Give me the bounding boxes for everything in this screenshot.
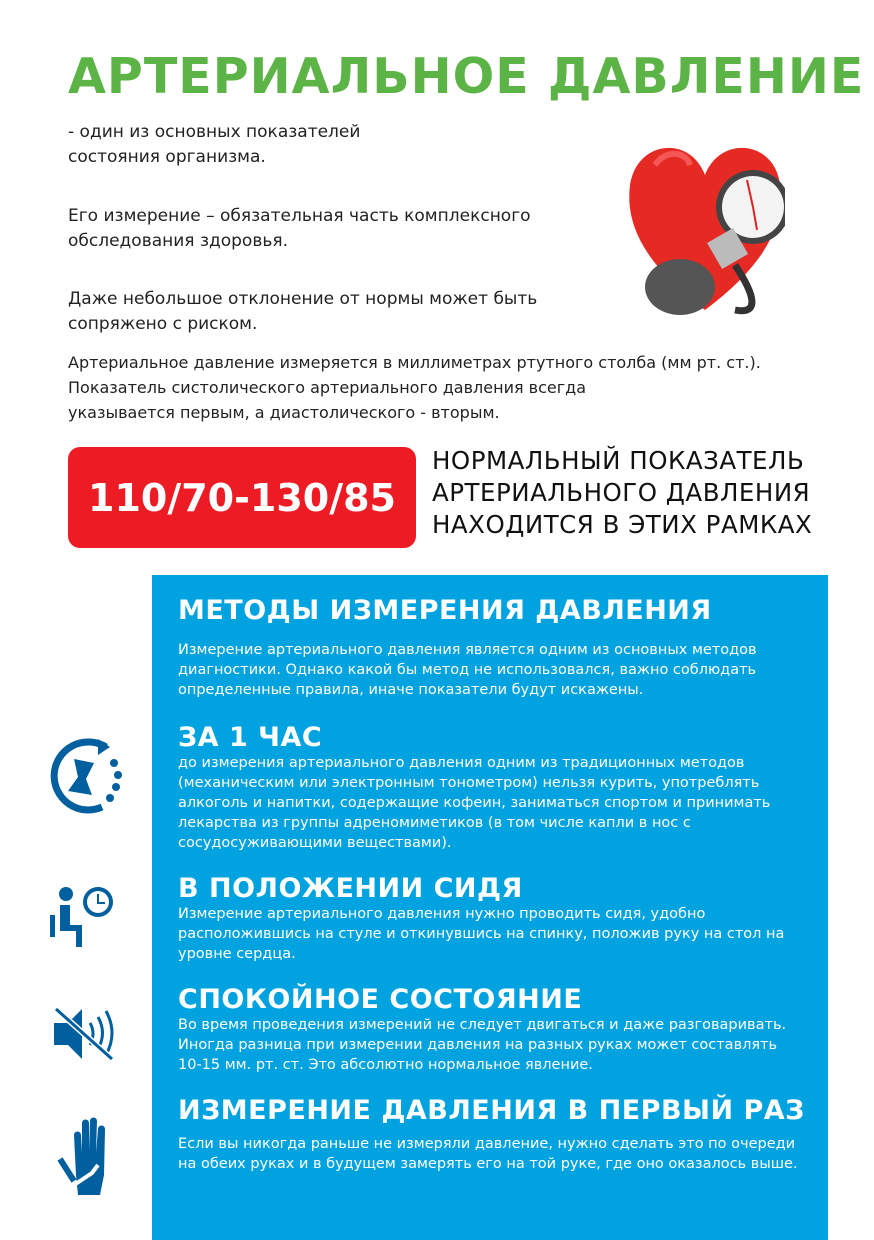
intro-line: обследования здоровья. xyxy=(68,231,288,251)
norm-value-badge: 110/70-130/85 xyxy=(68,447,416,548)
section-text: Измерение артериального давления нужно проводить сидя, удобно расположившись на стуле и откинувшись на спинку, положив руку на стол на уровне сердца. xyxy=(178,906,785,962)
heart-tonometer-image xyxy=(625,125,785,325)
section-text: Во время проведения измерений не следует двигаться и даже разговаривать. Иногда разница при измерении давления на разных руках может составлять 10-15 мм. рт. ст. Это абсолютно нормальное явление. xyxy=(178,1017,787,1073)
hands-icon xyxy=(56,1115,116,1195)
norm-description xyxy=(432,445,812,541)
section-heading: В ПОЛОЖЕНИИ СИДЯ xyxy=(178,873,523,904)
units-line: указывается первым, а диастолического - вторым. xyxy=(68,403,500,422)
mute-icon xyxy=(50,1005,120,1065)
intro-line: сопряжено с риском. xyxy=(68,314,258,334)
intro-line: Его измерение – обязательная часть комплексного xyxy=(68,206,531,226)
units-line: Показатель систолического артериального давления всегда xyxy=(68,378,587,397)
norm-line: НАХОДИТСЯ В ЭТИХ РАМКАХ xyxy=(432,510,813,539)
section-heading: ЗА 1 ЧАС xyxy=(178,722,323,753)
hourglass-cycle-icon xyxy=(46,735,124,815)
section-text: Если вы никогда раньше не измеряли давление, нужно сделать это по очереди на обеих руках и в будущем замерять его на той руке, где оно оказалось выше. xyxy=(178,1136,798,1172)
methods-text: Измерение артериального давления является одним из основных методов диагностики. Однако какой бы метод не использовался, важно соблюдать определенные правила, иначе показатели будут искажены. xyxy=(178,642,757,698)
section-heading: ИЗМЕРЕНИЕ ДАВЛЕНИЯ В ПЕРВЫЙ РАЗ xyxy=(178,1095,805,1126)
intro-line: Даже небольшое отклонение от нормы может быть xyxy=(68,289,538,309)
seated-person-clock-icon xyxy=(46,880,116,950)
page-title: АРТЕРИАЛЬНОЕ ДАВЛЕНИЕ xyxy=(68,48,865,105)
norm-line: АРТЕРИАЛЬНОГО ДАВЛЕНИЯ xyxy=(432,478,811,507)
methods-panel xyxy=(152,575,828,1240)
norm-line: НОРМАЛЬНЫЙ ПОКАЗАТЕЛЬ xyxy=(432,446,805,475)
methods-heading: МЕТОДЫ ИЗМЕРЕНИЯ ДАВЛЕНИЯ xyxy=(178,595,712,626)
intro-line: состояния организма. xyxy=(68,147,266,167)
section-heading: СПОКОЙНОЕ СОСТОЯНИЕ xyxy=(178,984,583,1015)
section-text: до измерения артериального давления одним из традиционных методов (механическим или электронным тонометром) нельзя курить, употреблять алкоголь и напитки, содержащие кофеин, заниматься спортом и принимать лекарства из группы адреномиметиков (в том числе капли в нос с сосудосуживающими веществами). xyxy=(178,755,771,851)
units-line: Артериальное давление измеряется в миллиметрах ртутного столба (мм рт. ст.). xyxy=(68,353,761,372)
intro-line: - один из основных показателей xyxy=(68,122,361,142)
